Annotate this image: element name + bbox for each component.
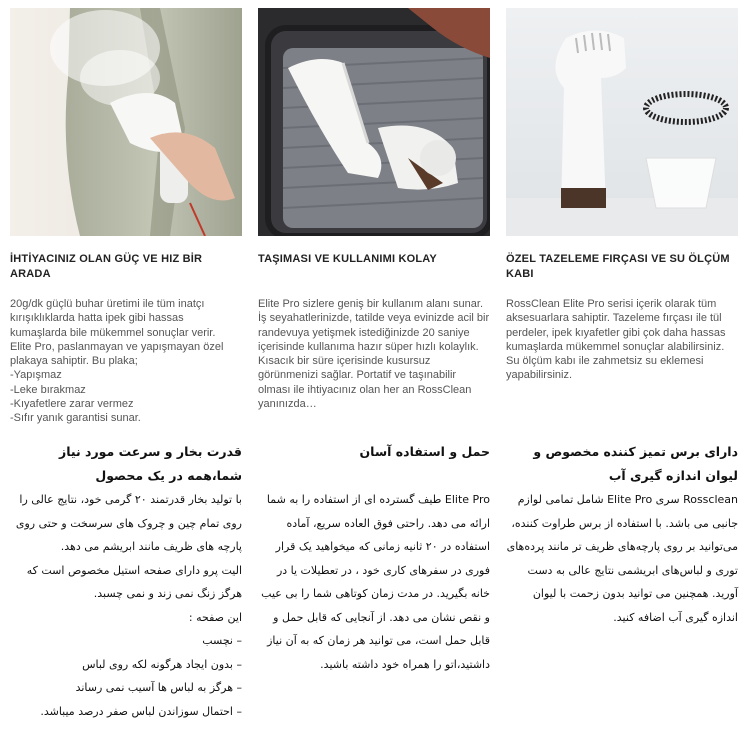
fa-paragraph: با تولید بخار قدرتمند ۲۰ گرمی خود، نتایج عالی را روی تمام چین و چروک های سرسخت و حتی روی پارچه های ظریف مانند ابریشم می دهد. <box>15 493 242 553</box>
tr-heading: ÖZEL TAZELEME FIRÇASI VE SU ÖLÇÜM KABI <box>506 253 730 280</box>
fa-heading: قدرت بخار و سرعت مورد نیاز شما،همه در یک محصول <box>59 444 242 483</box>
fa-list-item: – هرگز به لباس ها آسیب نمی رساند <box>75 681 242 694</box>
fa-list-item: – بدون ایجاد هرگونه لکه روی لباس <box>82 657 242 671</box>
tr-list-item: -Yapışmaz <box>10 369 62 382</box>
tr-paragraph: Elite Pro sizlere geniş bir kullanım alanı sunar. İş seyahatlerinizde, tatilde veya evinizde acil bir randevuya yetişmek istediğinizde 20 saniye içerisinde kullanıma hazır süper hızlı kolaylık. Kısacık bir süre içerisinde kusursuz görünmenizi sağlar. Portatif ve taşınabilir olması ile ihtiyacınız olan her an RossClean yanınızda… <box>258 298 490 411</box>
steamer-on-blazer-photo <box>10 8 242 236</box>
tr-heading: TAŞIMASI VE KULLANIMI KOLAY <box>258 253 437 265</box>
tr-paragraph: Elite Pro, paslanmayan ve yapışmayan özel plakaya sahiptir. Bu plaka; <box>10 340 224 368</box>
tr-paragraph: 20g/dk güçlü buhar üretimi ile tüm inatçı kırışıklıklarda hatta ipek gibi hassas kumaşlarda bile mükemmel sonuçlar verir. <box>10 298 216 339</box>
fa-paragraph: این صفحه : <box>188 610 242 624</box>
fa-paragraph: Rossclean سری Elite Pro شامل تمامی لوازم جانبی می باشد. با استفاده از برس طراوت کننده، می‌توانید بر روی پارچه‌های ظریف تر مانند پرده‌های توری و لباس‌های ابریشمی نتایج عالی به دست آورید. همچنین می توانید بدون زحمت با لیوان اندازه گیری آب اضافه کنید. <box>506 493 738 624</box>
tr-list-item: -Leke bırakmaz <box>10 383 86 396</box>
fa-body <box>258 488 490 676</box>
fa-body <box>10 488 242 723</box>
tr-body <box>10 297 242 426</box>
steamer-with-brush-and-cup-photo <box>506 8 738 236</box>
fa-list-item: – احتمال سوزاندن لباس صفر درصد میباشد. <box>40 704 242 718</box>
fa-heading: دارای برس تمیز کننده مخصوص و لیوان اندازه گیری آب <box>533 444 738 483</box>
tr-body <box>258 297 490 411</box>
tr-paragraph: RossClean Elite Pro serisi içerik olarak tüm aksesuarlara sahiptir. Tazeleme fırçası ile tül perdeler, ipek kıyafetler gibi çok daha hassas kumaşlarda mükemmel sonuçlar alabilirsiniz. Su ölçüm kabı ile zahmetsiz su eklemesi yapabilirsiniz. <box>506 298 726 382</box>
fa-paragraph: الیت پرو دارای صفحه استیل مخصوص است که هرگز زنگ نمی زند و نمی چسبد. <box>26 563 242 600</box>
tr-list-item: -Kıyafetlere zarar vermez <box>10 398 134 411</box>
tr-body <box>506 297 738 383</box>
fa-body <box>506 488 738 629</box>
fa-heading: حمل و استفاده آسان <box>359 444 490 459</box>
tr-list-item: -Sıfır yanık garantisi sunar. <box>10 412 141 425</box>
fa-list-item: – نچسب <box>202 634 242 647</box>
fa-paragraph: Elite Pro طیف گسترده ای از استفاده را به شما ارائه می دهد. راحتی فوق العاده سریع، آماده استفاده در ۲۰ ثانیه زمانی که میخواهید یک قرار فوری در سفرهای کاری خود ، در تعطیلات یا در خانه بگیرید. در مدت زمان کوتاهی شما را بی عیب و نقص نشان می دهد. از آنجایی که قابل حمل و قابل حمل است، می توانید هر زمان که به آن نیاز داشتید،اتو را همراه خود داشته باشید. <box>261 493 490 671</box>
steamer-in-suitcase-photo <box>258 8 490 236</box>
tr-heading: İHTİYACINIZ OLAN GÜÇ VE HIZ BİR ARADA <box>10 253 203 280</box>
